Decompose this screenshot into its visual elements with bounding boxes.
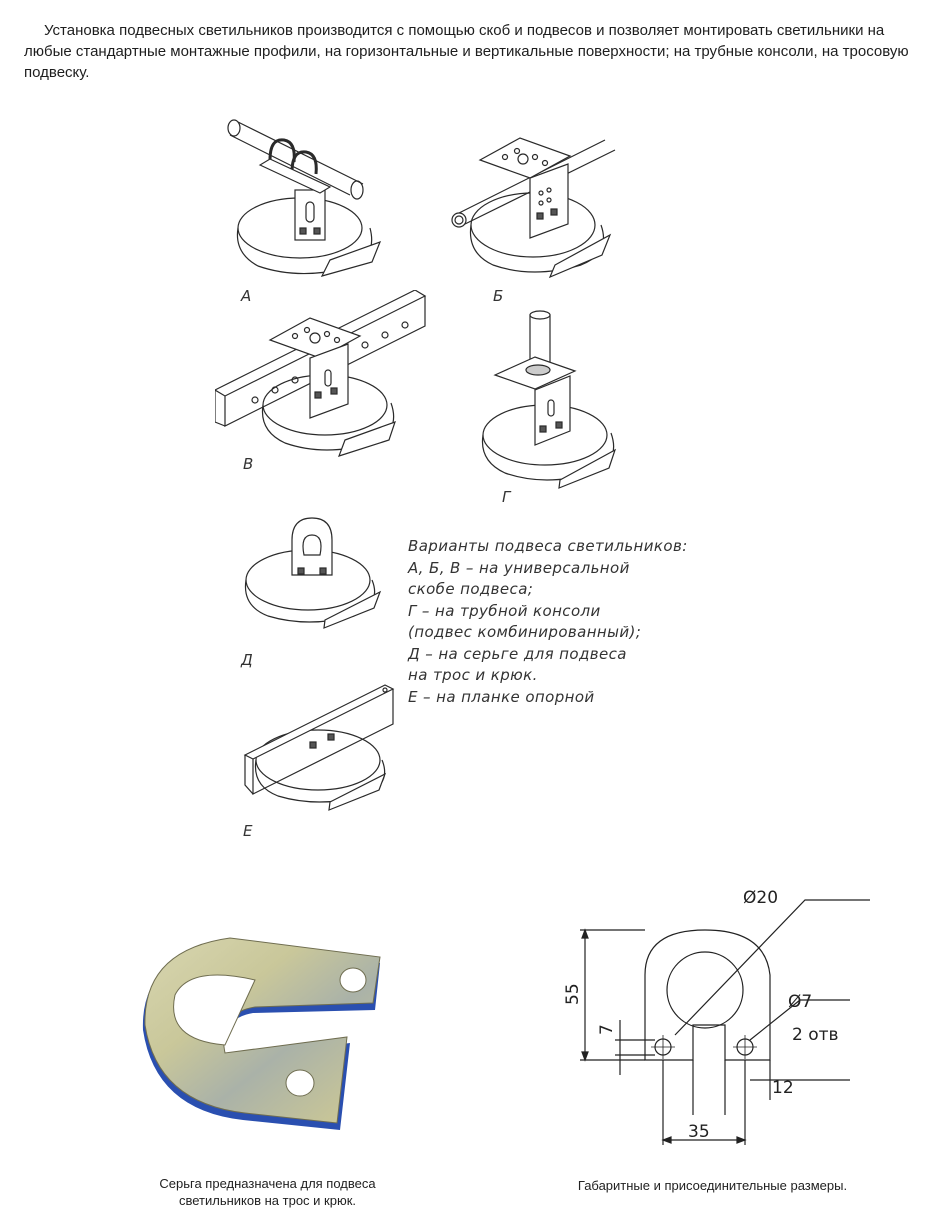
legend-line: Г – на трубной консоли (408, 601, 601, 620)
earring-photo (135, 935, 385, 1140)
legend-line: (подвес комбинированный); (408, 623, 642, 641)
photo-caption (115, 1175, 420, 1209)
dimension-drawing (560, 875, 880, 1160)
dim-w35: 35 (688, 1122, 710, 1142)
drawing-caption: Габаритные и присоединительные размеры. (577, 1178, 848, 1193)
dim-h7: 7 (597, 1024, 617, 1035)
dim-d20: Ø20 (743, 888, 779, 908)
dim-holes: 2 отв (792, 1025, 839, 1045)
legend (408, 536, 688, 708)
legend-line: Варианты подвеса светильников: (408, 537, 688, 555)
legend-line: Е – на планке опорной (408, 687, 595, 706)
figure-b-label: Б (493, 287, 504, 305)
figure-d (240, 510, 390, 630)
figure-v (215, 290, 430, 460)
figure-b (445, 125, 620, 285)
legend-line: Д – на серьге для подвеса (408, 644, 627, 663)
figure-a (220, 110, 390, 285)
legend-line: А, Б, В – на универсальной (408, 558, 630, 577)
figure-d-label: Д (241, 651, 253, 669)
dim-d7: Ø7 (788, 992, 813, 1012)
figure-g-label: Г (502, 488, 511, 506)
dim-h55: 55 (563, 983, 583, 1005)
figure-e-label: Е (243, 822, 253, 840)
figure-v-label: В (243, 455, 254, 473)
photo-caption-line: Серьга предназначена для подвеса (159, 1176, 376, 1191)
photo-caption-line: светильников на трос и крюк. (178, 1193, 357, 1208)
figure-g (480, 310, 630, 490)
intro-paragraph: Установка подвесных светильников производится с помощью скоб и подвесов и позволяет монтировать светильники на любые стандартные монтажные профили, на горизонтальные и вертикальные поверхности; на трубные консоли, на тросовую подвеску. (24, 22, 909, 81)
dim-w12: 12 (772, 1078, 794, 1098)
figure-a-label: А (241, 287, 252, 305)
legend-line: скобе подвеса; (408, 580, 534, 598)
legend-line: на трос и крюк. (408, 666, 538, 684)
figure-e (240, 680, 400, 815)
